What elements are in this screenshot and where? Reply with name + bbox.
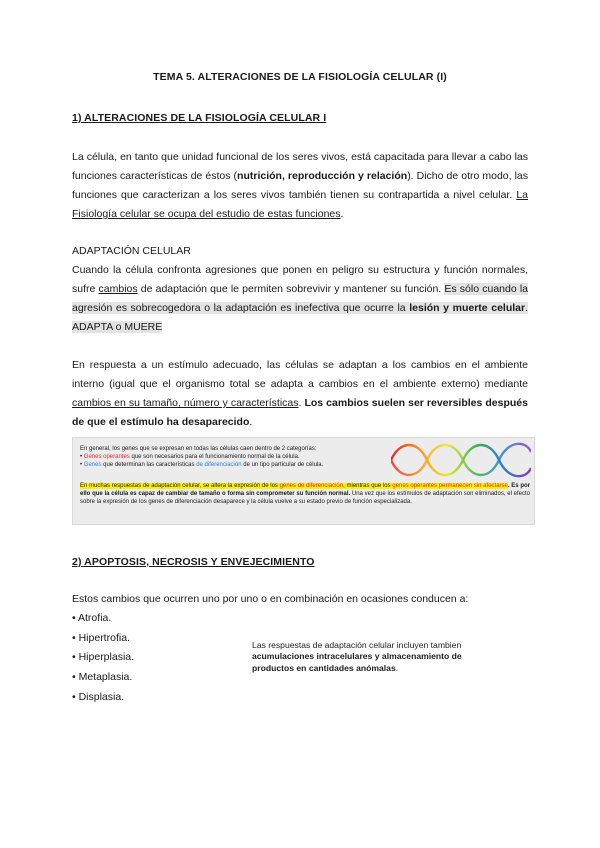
text: Una vez que los estímulos de adaptación son eliminados, el efecto sobre la expresión de los genes de diferenciación desaparece y la célula vuelve a su estado previo de función especializada. xyxy=(80,491,531,506)
gene-expression-figure xyxy=(72,437,535,525)
dna-helix-image xyxy=(391,440,531,480)
list-item: • Displasia. xyxy=(72,690,125,703)
list-item: • Atrofia. xyxy=(72,612,112,624)
paragraph-response xyxy=(72,356,528,432)
text: En respuesta a un estímulo adecuado, las células se adaptan a los cambios en el ambiente interno (igual que el organismo total se adapta a cambios en el ambiente externo) mediante xyxy=(72,359,528,390)
text: Las respuestas de adaptación celular incluyen tambien xyxy=(252,640,462,650)
adaptation-note xyxy=(252,640,492,674)
bullet: • xyxy=(80,454,84,461)
adaptation-heading: ADAPTACIÓN CELULAR xyxy=(72,245,191,257)
text: . ADAPTA o MUERE xyxy=(72,302,528,333)
figure-line xyxy=(80,453,380,461)
document-title: TEMA 5. ALTERACIONES DE LA FISIOLOGÍA CELULAR (I) xyxy=(153,71,447,83)
red-text: Genes operantes xyxy=(83,454,130,461)
figure-line: En general, los genes que se expresan en todas las células caen dentro de 2 categorías: xyxy=(80,446,317,452)
underlined-text: cambios en su tamaño, número y características xyxy=(72,397,299,409)
text: que determinan las características xyxy=(101,462,197,469)
text: Es sólo cuando la agresión es sobrecogedora o la adaptación es inefectiva que ocurre la xyxy=(72,283,529,314)
text: . xyxy=(395,662,399,673)
paragraph-intro xyxy=(72,148,528,224)
red-text: genes de diferenciación xyxy=(279,483,344,489)
paragraph-changes: Estos cambios que ocurren uno por uno o en combinación en ocasiones conducen a: xyxy=(72,593,469,605)
figure-top-text xyxy=(80,445,380,470)
red-text: genes operantes permanecen sin afectarse xyxy=(392,483,508,489)
text: En muchas respuestas de adaptación celular, se altera la expresión de los xyxy=(80,483,280,489)
paragraph-adaptation xyxy=(72,261,528,337)
figure-line xyxy=(80,461,380,469)
bold-text: nutrición, reproducción y relación xyxy=(237,170,408,182)
text: . xyxy=(249,416,253,428)
underlined-text: cambios xyxy=(98,283,138,295)
bullet: • xyxy=(80,462,84,469)
text: . xyxy=(298,397,305,409)
section-2-heading: 2) APOPTOSIS, NECROSIS Y ENVEJECIMIENTO xyxy=(72,556,315,568)
text: . xyxy=(340,208,344,220)
underlined-text: La Fisiología celular se ocupa del estudio de estas funciones xyxy=(72,189,528,220)
text: de un tipo particular de célula. xyxy=(241,462,324,469)
blue-text: Genes xyxy=(83,462,102,469)
list-item: • Metaplasia. xyxy=(72,671,133,684)
section-1-heading: 1) ALTERACIONES DE LA FISIOLOGÍA CELULAR I xyxy=(72,112,327,124)
bold-text: lesión y muerte celular xyxy=(409,302,526,314)
text: ). Dicho de otro modo, las funciones que caracterizan a los seres vivos también tienen su contrapartida a nivel celular. xyxy=(72,170,528,201)
bold-text: Los cambios suelen ser reversibles después de que el estímulo ha desaparecido xyxy=(72,397,528,428)
text: La célula, en tanto que unidad funcional de los seres vivos, está capacitada para llevar a cabo las funciones características de éstos ( xyxy=(72,151,528,182)
list-item: • Hiperplasia. xyxy=(72,651,135,664)
text: Cuando la célula confronta agresiones que ponen en peligro su estructura y función normales, sufre xyxy=(72,264,528,295)
figure-bottom-text xyxy=(80,482,530,507)
yellow-highlight xyxy=(80,483,508,489)
bold-text: . Es por ello que la célula es capaz de cambiar de tamaño o forma sin comprometer su función normal. xyxy=(80,483,530,498)
text: , mientras que los xyxy=(343,483,393,489)
blue-text: de diferenciación xyxy=(196,462,242,469)
text: de adaptación que le permiten sobrevivir y mantener su función. xyxy=(137,283,445,295)
list-item: • Hipertrofia. xyxy=(72,631,130,644)
bold-text: acumulaciones intracelulares y almacenamiento de productos en cantidades anómalas xyxy=(252,651,462,673)
text: que son necesarios para el funcionamiento normal de la célula. xyxy=(129,454,300,461)
changes-list xyxy=(72,609,134,708)
